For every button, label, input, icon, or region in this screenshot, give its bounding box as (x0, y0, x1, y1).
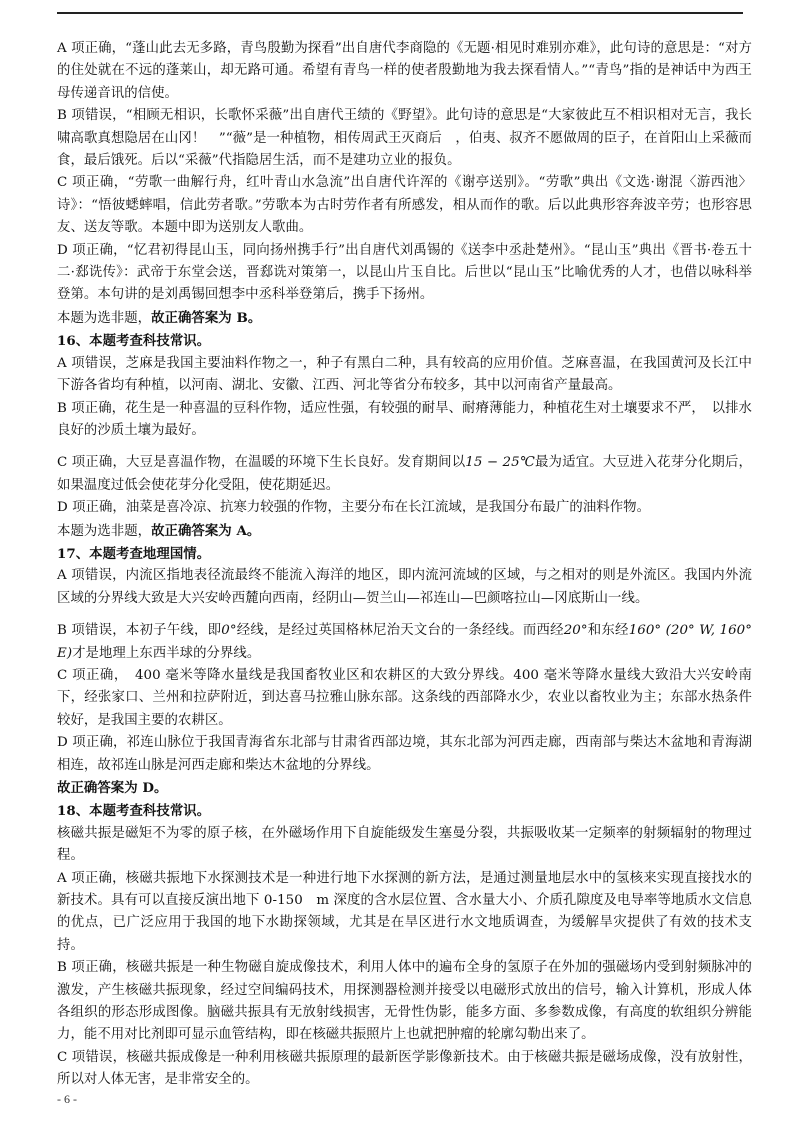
q16-option-a: A 项错误，芝麻是我国主要油料作物之一，种子有黑白二种，具有较高的应用价值。芝麻喜温，在我国黄河及长江中下游各省均有种植，以河南、湖北、安徽、江西、河北等省分布较多，其中以河南省产量最高。 (57, 355, 752, 394)
text-segment: C 项正确，大豆是喜温作物，在温暖的环境下生长良好。发育期间以 (57, 455, 466, 471)
q17-option-d: D 项正确，祁连山脉位于我国青海省东北部与甘肃省西部边境，其东北部为河西走廊，西南部与柴达木盆地和青海湖相连，故祁连山脉是河西走廊和柴达木盆地的分界线。 (57, 735, 752, 773)
longitude-value: 20° (563, 623, 588, 639)
q17-heading: 17、本题考查地理国情。 (57, 545, 211, 562)
q16-option-d: D 项正确，油菜是喜冷凉、抗寒力较强的作物，主要分布在长江流域，是我国分布最广的油料作物。 (57, 500, 651, 516)
q17-option-a: A 项错误，内流区指地表径流最终不能流入海洋的地区，即内流河流域的区域，与之相对的则是外流区。我国内外流区域的分界线大致是大兴安岭西麓向西南，经阴山—贺兰山—祁连山—巴颜喀拉山—冈底斯山一线。 (57, 568, 752, 606)
q15-option-a: A 项正确，“蓬山此去无多路，青鸟殷勤为探看”出自唐代李商隐的《无题·相见时难别亦难》，此句诗的意思是：“对方的住处就在不远的蓬莱山，却无路可通。希望有青鸟一样的使者殷勤地为我去探看情人。”“青鸟”指的是神话中为西王母传递音讯的信使。 (57, 41, 752, 101)
q17-option-c: C 项正确， 400 毫米等降水量线是我国畜牧业区和农耕区的大致分界线。400 毫米等降水量线大致沿大兴安岭南下，经张家口、兰州和拉萨附近，到达喜马拉雅山脉东部。这条线的西部降水少，农业以畜牧业为主；东部水热条件较好，是我国主要的农耕区。 (57, 667, 752, 728)
answer-text: 故正确答案为 D。 (57, 780, 168, 796)
text-segment: 才是地理上东西半球的分界线。 (72, 645, 261, 661)
header-rule (57, 12, 743, 14)
document-body (57, 38, 752, 1092)
longitude-value: 0° (221, 623, 237, 639)
q15-option-d: D 项正确，“忆君初得昆山玉，同向扬州携手行”出自唐代刘禹锡的《送李中丞赴楚州》。“昆山玉”典出《晋书·卷五十二·郄诜传》：武帝于东堂会送，晋郄诜对策第一，以昆山片玉自比。后世以“昆山玉”比喻优秀的人才，也借以咏科举登第。本句讲的是刘禹锡回想李中丞科举登第后，携手下扬州。 (57, 242, 752, 303)
answer-prefix: 本题为选非题， (57, 310, 152, 326)
q16-option-b: B 项正确，花生是一种喜温的豆科作物，适应性强，有较强的耐旱、耐瘠薄能力，种植花生对土壤要求不严， 以排水良好的沙质土壤为最好。 (57, 400, 752, 438)
text-segment: 最为适宜。大豆进入花芽分化期后，如果温度过低会使花芽分化受阻，使花期延迟。 (57, 455, 752, 493)
q17-answer (57, 777, 752, 800)
q16-answer (57, 520, 752, 543)
q18-intro: 核磁共振是磁矩不为零的原子核，在外磁场作用下自旋能级发生塞曼分裂，共振吸收某一定频率的射频辐射的物理过程。 (57, 825, 752, 864)
q15-answer (57, 307, 752, 330)
answer-text: 故正确答案为 A。 (151, 522, 261, 539)
text-segment: B 项错误，本初子午线，即 (57, 623, 222, 639)
q18-option-b: B 项正确，核磁共振是一种生物磁自旋成像技术，利用人体中的遍布全身的氢原子在外加的强磁场内受到射频脉冲的激发，产生核磁共振现象，经过空间编码技术，用探测器检测并接受以电磁形式放出的信号，输入计算机，形成人体各组织的形态形成图像。脑磁共振具有无放射线损害，无骨性伪影，能多方面、多参数成像，有高度的软组织分辨能力，能不用对比剂即可显示血管结构，即在核磁共振照片上也就把肿瘤的轮廓勾勒出来了。 (57, 960, 752, 1043)
q18-option-a: A 项正确，核磁共振地下水探测技术是一种进行地下水探测的新方法，是通过测量地层水中的氢核来实现直接找水的新技术。具有可以直接反演出地下 0-150 m 深度的含水层位置、含水量大小、介质孔隙度及电导率等地质水文信息的优点，已广泛应用于我国的地下水勘探领域，尤其是在旱区进行水文地质调查，为缓解旱灾提供了有效的技术支持。 (57, 870, 752, 953)
q16-heading: 16、本题考查科技常识。 (57, 333, 211, 350)
q15-option-b: B 项错误，“相顾无相识，长歌怀采薇”出自唐代王绩的《野望》。此句诗的意思是“大家彼此互不相识相对无言，我长啸高歌真想隐居在山冈！ ”“薇”是一种植物，相传周武王灭商后 ，伯夷、叔齐不愿做周的臣子，在首阳山上采薇而食，最后饿死。后以“采薇”代指隐居生活，而不是建功立业的报负。 (57, 108, 752, 169)
q15-option-c: C 项正确，“劳歌一曲解行舟，红叶青山水急流”出自唐代许浑的《谢亭送别》。“劳歌”典出《文选·谢混〈游西池〉诗》：“悟彼蟋蟀唱，信此劳者歌。”劳歌本为古时劳作者有所感发，相从而作的歌。后以此典形容奔波辛劳；也形容思友、送友等歌。本题中即为送别友人歌曲。 (57, 175, 752, 236)
answer-text: 故正确答案为 B。 (151, 309, 262, 326)
longitude-value: 160° (20° W, 160° E) (57, 623, 753, 661)
page-number: - 6 - (57, 1092, 77, 1106)
temperature-range: 15 − 25℃ (465, 455, 535, 471)
q18-option-c: C 项错误，核磁共振成像是一种利用核磁共振原理的最新医学影像新技术。由于核磁共振是磁场成像，没有放射性，所以对人体无害，是非常安全的。 (57, 1049, 752, 1088)
q17-option-b (57, 620, 752, 665)
answer-prefix: 本题为选非题， (57, 523, 152, 539)
text-segment: 和东经 (587, 623, 629, 639)
q18-heading: 18、本题考查科技常识。 (57, 803, 211, 820)
q16-option-c (57, 452, 752, 497)
text-segment: 经线，是经过英国格林尼治天文台的一条经线。而西经 (236, 623, 564, 639)
